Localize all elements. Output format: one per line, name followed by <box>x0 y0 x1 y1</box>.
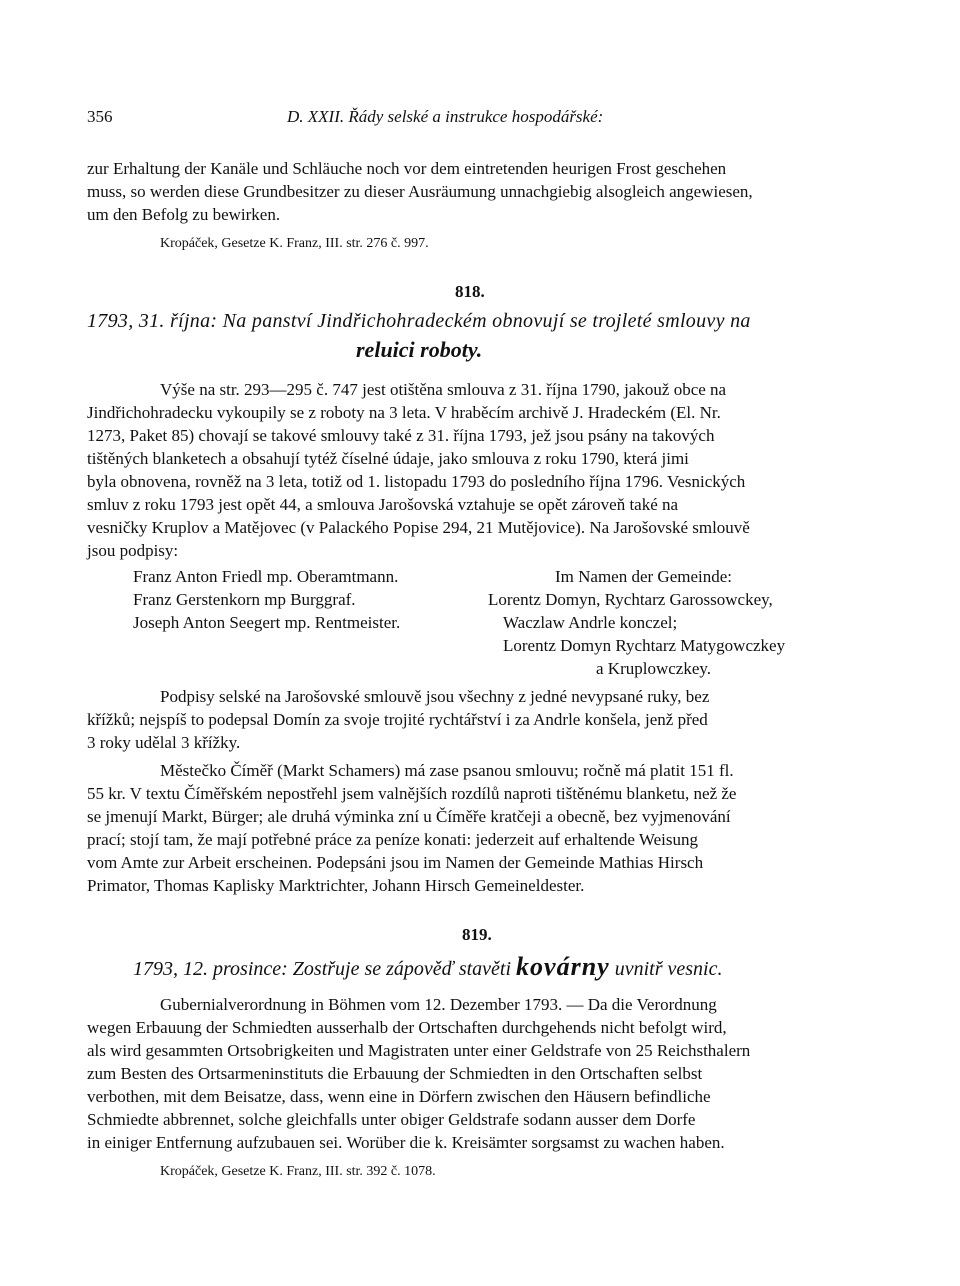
paragraph-line: als wird gesammten Ortsobrigkeiten und Magistraten unter einer Geldstrafe von 25 Reichsthalern <box>87 1041 751 1060</box>
entry-title-text: 1793, 12. prosince: Zostřuje se zápověď stavěti <box>133 958 512 980</box>
running-title: D. XXII. Řády selské a instrukce hospodářské: <box>287 107 604 126</box>
entry-title: 1793, 31. října: Na panství Jindřichohradeckém obnovují se trojleté smlouvy na <box>87 310 751 332</box>
paragraph-line: vom Amte zur Arbeit erscheinen. Podepsáni jsou im Namen der Gemeinde Mathias Hirsch <box>87 853 704 872</box>
paragraph-line: křížků; nejspíš to podepsal Domín za svoje trojité rychtářství i za Andrle konšela, jenž před <box>87 710 708 729</box>
paragraph-line: um den Befolg zu bewirken. <box>87 205 281 224</box>
entry-title <box>133 952 723 981</box>
paragraph-line: smluv z roku 1793 jest opět 44, a smlouva Jarošovská vztahuje se opět zároveň také na <box>87 495 679 514</box>
paragraph-line: muss, so werden diese Grundbesitzer zu dieser Ausräumung unnachgiebig alsogleich angewiesen, <box>87 182 753 201</box>
paragraph-line: Městečko Číměř (Markt Schamers) má zase psanou smlouvu; ročně má platit 151 fl. <box>160 761 734 780</box>
entry-number: 818. <box>455 282 485 301</box>
entry-title-text: uvnitř vesnic. <box>614 958 723 980</box>
signature-right: Waczlaw Andrle konczel; <box>503 613 678 632</box>
paragraph-line: 3 roky udělal 3 křížky. <box>87 733 241 752</box>
signature-left: Franz Anton Friedl mp. Oberamtmann. <box>133 567 399 586</box>
paragraph-line: tištěných blanketech a obsahují tytéž číselné údaje, jako smlouva z roku 1790, která jimi <box>87 449 689 468</box>
paragraph-line: zum Besten des Ortsarmeninstituts die Erbauung der Schmiedten in den Ortschaften selbst <box>87 1064 703 1083</box>
paragraph-line: 1273, Paket 85) chovají se takové smlouvy také z 31. října 1793, jež jsou psány na takových <box>87 426 715 445</box>
source-citation: Kropáček, Gesetze K. Franz, III. str. 276 č. 997. <box>160 236 429 251</box>
signature-right: a Kruplowczkey. <box>596 659 712 678</box>
signature-left: Franz Gerstenkorn mp Burggraf. <box>133 590 356 609</box>
paragraph-line: 55 kr. V textu Číměřském nepostřehl jsem valnějších rozdílů naproti tištěnému blanketu, než že <box>87 784 737 803</box>
paragraph-line: byla obnovena, rovněž na 3 leta, totiž od 1. listopadu 1793 do posledního října 1796. Vesnických <box>87 472 746 491</box>
signature-right: Lorentz Domyn, Rychtarz Garossowckey, <box>488 590 773 609</box>
paragraph-line: in einiger Entfernung aufzubauen sei. Worüber die k. Kreisämter sorgsamst zu wachen haben. <box>87 1133 725 1152</box>
signature-right: Lorentz Domyn Rychtarz Matygowczkey <box>503 636 786 655</box>
paragraph-line: Gubernialverordnung in Böhmen vom 12. Dezember 1793. — Da die Verordnung <box>160 995 717 1014</box>
source-citation: Kropáček, Gesetze K. Franz, III. str. 392 č. 1078. <box>160 1164 436 1179</box>
paragraph-line: wegen Erbauung der Schmiedten ausserhalb der Ortschaften durchgehends nicht befolgt wird, <box>87 1018 727 1037</box>
entry-title-emphasis: reluici roboty. <box>356 337 483 362</box>
page-number: 356 <box>87 107 113 126</box>
paragraph-line: vesničky Kruplov a Matějovec (v Palackého Popise 294, 21 Mutějovice). Na Jarošovské smlouvě <box>87 518 750 537</box>
paragraph-line: se jmenují Markt, Bürger; ale druhá výminka zní u Číměře kratčeji a obecně, bez vyjmenování <box>87 807 731 826</box>
signature-left: Joseph Anton Seegert mp. Rentmeister. <box>133 613 401 632</box>
entry-title-emphasis: kovárny <box>516 952 610 981</box>
signature-right: Im Namen der Gemeinde: <box>555 567 733 586</box>
paragraph-line: Výše na str. 293—295 č. 747 jest otištěna smlouva z 31. října 1790, jakouž obce na <box>160 380 727 399</box>
paragraph-line: verbothen, mit dem Beisatze, dass, wenn eine in Dörfern zwischen den Häusern befindliche <box>87 1087 711 1106</box>
paragraph-line: Jindřichohradecku vykoupily se z roboty na 3 leta. V hraběcím archivě J. Hradeckém (El. Nr. <box>87 403 721 422</box>
paragraph-line: jsou podpisy: <box>87 541 179 560</box>
paragraph-line: Podpisy selské na Jarošovské smlouvě jsou všechny z jedné nevypsané ruky, bez <box>160 687 710 706</box>
paragraph-line: Primator, Thomas Kaplisky Marktrichter, Johann Hirsch Gemeineldester. <box>87 876 585 895</box>
paragraph-line: zur Erhaltung der Kanäle und Schläuche noch vor dem eintretenden heurigen Frost geschehen <box>87 159 727 178</box>
paragraph-line: Schmiedte abbrennet, solche gleichfalls unter obiger Geldstrafe sodann ausser dem Dorfe <box>87 1110 696 1129</box>
paragraph-line: prací; stojí tam, že mají potřebné práce za peníze konati: jederzeit auf erhaltende Weisung <box>87 830 698 849</box>
entry-number: 819. <box>462 925 492 944</box>
